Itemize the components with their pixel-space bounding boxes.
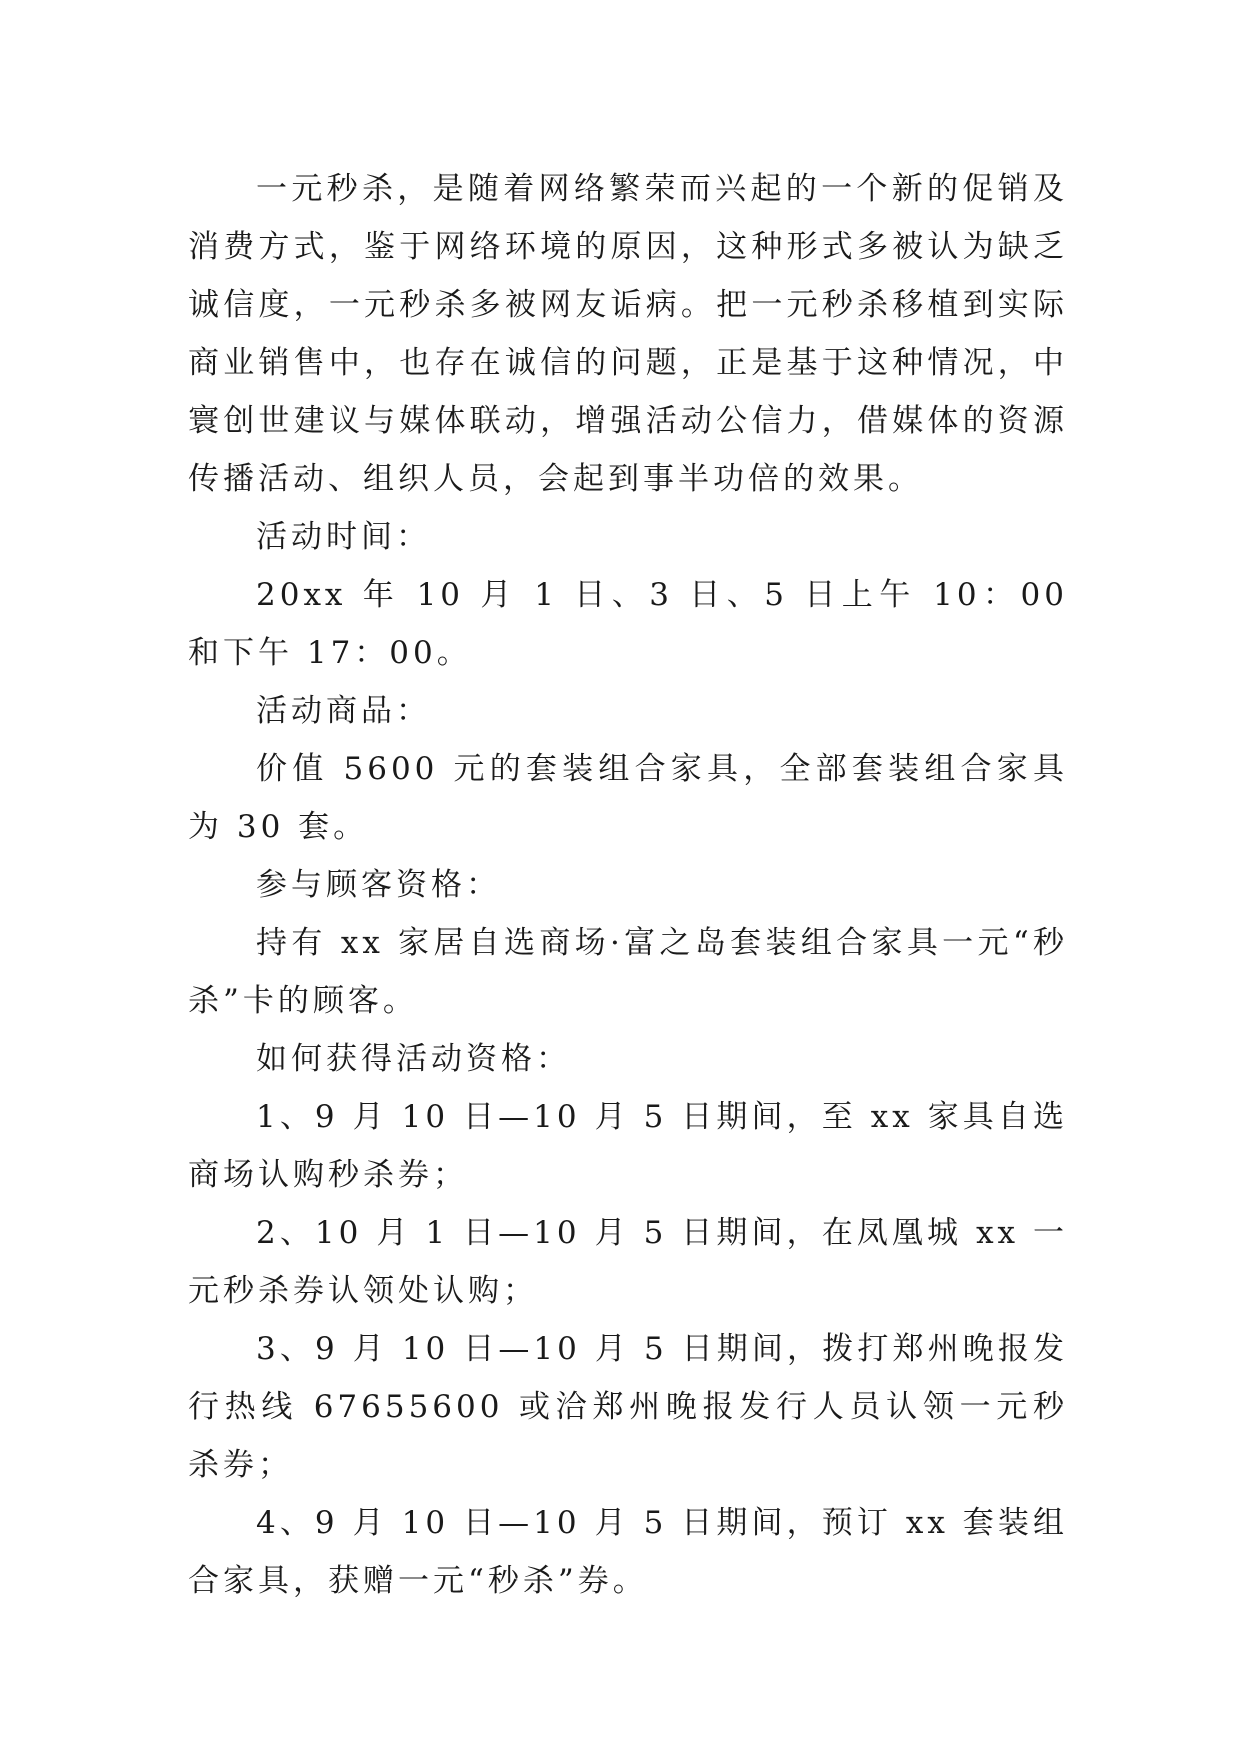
customer-eligibility-text: 持有 xx 家居自选商场·富之岛套装组合家具一元“秒杀”卡的顾客。 xyxy=(188,925,1068,1019)
document-body xyxy=(188,160,1068,1610)
activity-goods-heading: 活动商品： xyxy=(256,693,431,729)
qualify-item-3: 3、9 月 10 日—10 月 5 日期间，拨打郑州晚报发行热线 67655600 或洽郑州晚报发行人员认领一元秒杀券； xyxy=(188,1331,1068,1483)
customer-eligibility-heading: 参与顾客资格： xyxy=(256,867,501,903)
intro-paragraph: 一元秒杀，是随着网络繁荣而兴起的一个新的促销及消费方式，鉴于网络环境的原因，这种形式多被认为缺乏诚信度，一元秒杀多被网友诟病。把一元秒杀移植到实际商业销售中，也存在诚信的问题，正是基于这种情况，中寰创世建议与媒体联动，增强活动公信力，借媒体的资源传播活动、组织人员，会起到事半功倍的效果。 xyxy=(188,171,1068,497)
activity-time-heading: 活动时间： xyxy=(256,519,431,555)
qualify-item-4: 4、9 月 10 日—10 月 5 日期间，预订 xx 套装组合家具，获赠一元“秒杀”券。 xyxy=(188,1505,1068,1599)
how-to-qualify-heading: 如何获得活动资格： xyxy=(256,1041,571,1077)
qualify-item-2: 2、10 月 1 日—10 月 5 日期间，在凤凰城 xx 一元秒杀券认领处认购； xyxy=(188,1215,1068,1309)
activity-time-text: 20xx 年 10 月 1 日、3 日、5 日上午 10：00 和下午 17：00。 xyxy=(188,577,1068,671)
qualify-item-1: 1、9 月 10 日—10 月 5 日期间，至 xx 家具自选商场认购秒杀券； xyxy=(188,1099,1068,1193)
activity-goods-text: 价值 5600 元的套装组合家具，全部套装组合家具为 30 套。 xyxy=(188,751,1068,845)
